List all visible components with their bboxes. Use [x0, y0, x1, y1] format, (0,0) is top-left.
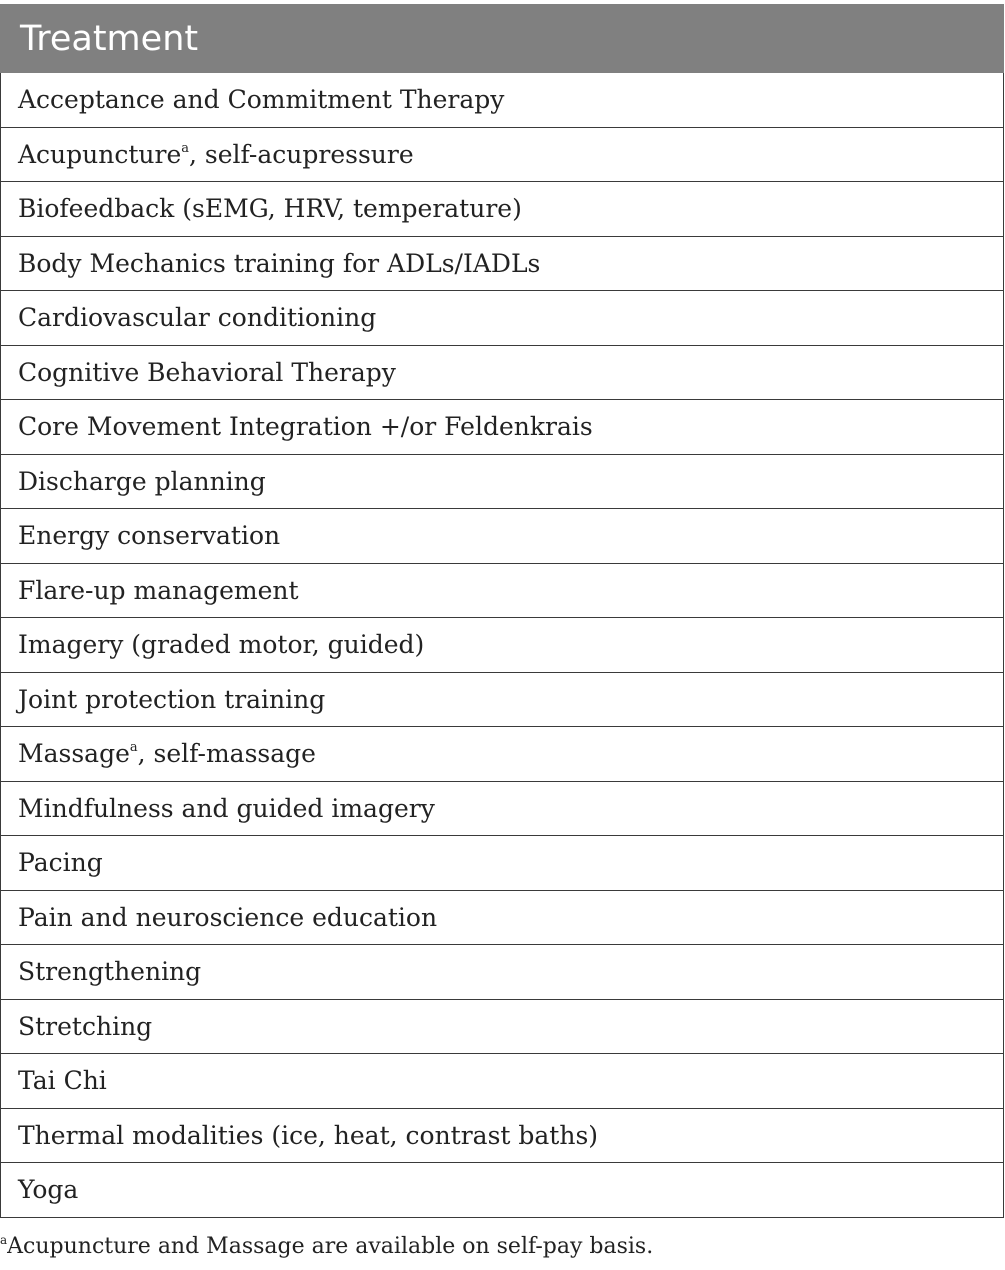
table-row	[1, 291, 1003, 346]
table-cell-text: Biofeedback (sEMG, HRV, temperature)	[18, 194, 522, 223]
table-row	[1, 1109, 1003, 1164]
table-header-treatment: Treatment	[0, 4, 1004, 73]
table-cell-text: Yoga	[18, 1175, 79, 1204]
table-cell-text: Acceptance and Commitment Therapy	[18, 85, 505, 114]
table-row	[1, 836, 1003, 891]
table-cell-text: Discharge planning	[18, 466, 266, 496]
table-cell-text: Massage	[18, 739, 130, 768]
table-row	[1, 455, 1003, 510]
table-row	[1, 891, 1003, 946]
table-cell-text-continued: , self-acupressure	[189, 139, 414, 169]
table-cell-text: Body Mechanics training for ADLs/IADLs	[18, 248, 541, 278]
table-row	[1, 1000, 1003, 1055]
footnote-marker: a	[129, 740, 138, 755]
table-row	[1, 237, 1003, 292]
table-row	[1, 509, 1003, 564]
table-row	[1, 727, 1003, 782]
footnote-text: Acupuncture and Massage are available on self-pay basis.	[7, 1234, 654, 1259]
table-row	[1, 73, 1003, 128]
table-cell-text: Imagery (graded motor, guided)	[18, 630, 425, 659]
table-cell-text: Joint protection training	[18, 684, 326, 714]
table-cell-text: Pain and neuroscience education	[18, 902, 438, 932]
table-cell-text: Flare-up management	[18, 575, 299, 605]
footnote-marker: a	[181, 140, 190, 156]
table-footnote	[0, 1234, 653, 1259]
table-cell-text: Pacing	[18, 848, 103, 877]
table-row	[1, 1163, 1003, 1218]
treatment-table	[0, 4, 1004, 1218]
table-cell-text: Thermal modalities (ice, heat, contrast baths)	[18, 1120, 599, 1150]
table-cell-text: Cognitive Behavioral Therapy	[18, 357, 396, 387]
table-row	[1, 945, 1003, 1000]
table-row	[1, 564, 1003, 619]
table-cell-text-continued: , self-massage	[137, 739, 316, 768]
table-row	[1, 1054, 1003, 1109]
table-row	[1, 182, 1003, 237]
table-row	[1, 673, 1003, 728]
table-cell-text: Energy conservation	[18, 521, 281, 550]
table-cell-text: Mindfulness and guided imagery	[18, 793, 435, 823]
footnote-marker: a	[0, 1233, 8, 1247]
table-cell-text: Acupuncture	[18, 139, 182, 169]
table-cell-text: Stretching	[18, 1011, 153, 1041]
table-cell-text: Tai Chi	[18, 1066, 107, 1095]
table-cell-text: Cardiovascular conditioning	[18, 303, 377, 332]
table-row	[1, 618, 1003, 673]
table-cell-text: Core Movement Integration +/or Feldenkrais	[18, 412, 593, 441]
table-row	[1, 128, 1003, 183]
table-row	[1, 782, 1003, 837]
table-body	[0, 73, 1004, 1218]
table-row	[1, 400, 1003, 455]
table-row	[1, 346, 1003, 401]
table-cell-text: Strengthening	[18, 957, 202, 986]
